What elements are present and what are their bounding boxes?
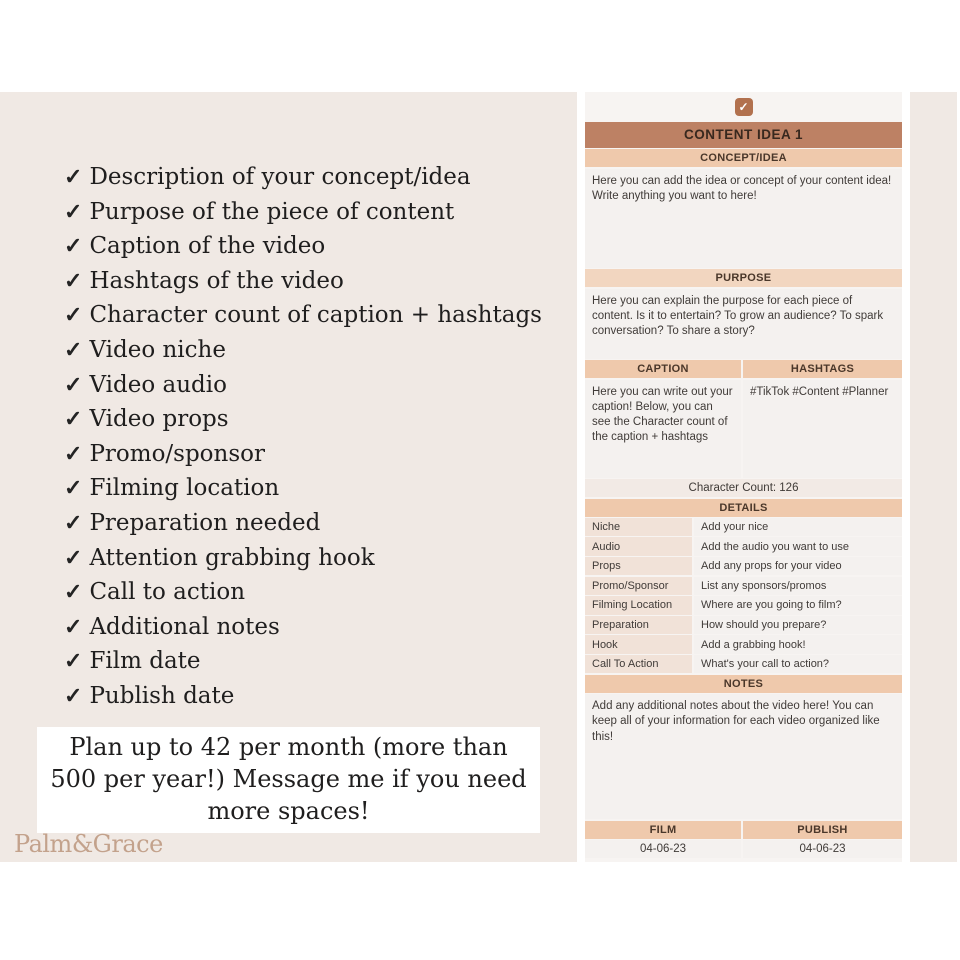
checklist-item — [64, 264, 564, 299]
checklist-item — [64, 644, 564, 679]
detail-value: How should you prepare? — [694, 616, 902, 634]
check-icon: ✓ — [64, 406, 83, 433]
checklist-item-label: Additional notes — [89, 613, 280, 640]
table-row — [585, 596, 902, 614]
details-rows — [585, 517, 902, 674]
caption-hashtags-headers — [585, 360, 902, 378]
table-row — [585, 635, 902, 653]
sheet-title-bar: CONTENT IDEA 1 — [585, 122, 902, 148]
check-icon: ✓ — [64, 198, 83, 225]
checklist-item — [64, 575, 564, 610]
concept-cell: Here you can add the idea or concept of your content idea! Write anything you want to here! — [585, 169, 902, 268]
publish-date-cell: 04-06-23 — [743, 840, 902, 858]
checklist-item-label: Video props — [89, 406, 229, 433]
details-header: DETAILS — [585, 499, 902, 517]
check-icon: ✓ — [64, 267, 83, 294]
check-icon: ✓ — [64, 509, 83, 536]
table-row — [585, 616, 902, 634]
check-icon: ✓ — [64, 682, 83, 709]
table-row — [585, 518, 902, 536]
notes-header: NOTES — [585, 675, 902, 693]
detail-value: List any sponsors/promos — [694, 577, 902, 595]
checklist-item-label: Purpose of the piece of content — [89, 198, 455, 225]
detail-value: Add any props for your video — [694, 557, 902, 575]
film-publish-headers — [585, 821, 902, 839]
checklist-item — [64, 437, 564, 472]
detail-label: Promo/Sponsor — [585, 577, 692, 595]
check-icon: ✓ — [64, 302, 83, 329]
concept-header: CONCEPT/IDEA — [585, 149, 902, 167]
table-row — [585, 655, 902, 673]
checklist-item — [64, 471, 564, 506]
checklist-item-label: Caption of the video — [89, 233, 326, 260]
detail-label: Props — [585, 557, 692, 575]
checklist-item — [64, 541, 564, 576]
checklist-item — [64, 298, 564, 333]
table-row — [585, 557, 902, 575]
detail-label: Call To Action — [585, 655, 692, 673]
purpose-header: PURPOSE — [585, 269, 902, 287]
film-date-cell: 04-06-23 — [585, 840, 741, 858]
checklist-item — [64, 610, 564, 645]
checklist-item-label: Preparation needed — [89, 509, 321, 536]
checklist-item-label: Hashtags of the video — [89, 267, 344, 294]
table-row — [585, 537, 902, 555]
promo-message-text: Plan up to 42 per month (more than 500 per year!) Message me if you need more spaces! — [50, 733, 527, 825]
detail-label: Preparation — [585, 616, 692, 634]
check-icon: ✓ — [64, 371, 83, 398]
checklist-item-label: Attention grabbing hook — [89, 544, 375, 571]
check-icon: ✓ — [64, 475, 83, 502]
checklist-item-label: Promo/sponsor — [89, 440, 265, 467]
checklist-item — [64, 368, 564, 403]
check-icon: ✓ — [64, 648, 83, 675]
film-header: FILM — [585, 821, 741, 839]
purpose-cell: Here you can explain the purpose for each piece of content. Is it to entertain? To grow an audience? To spark conversation? To share a story? — [585, 289, 902, 359]
character-count-cell: Character Count: 126 — [585, 479, 902, 497]
checklist-item-label: Publish date — [89, 682, 235, 709]
detail-label: Audio — [585, 537, 692, 555]
notes-cell: Add any additional notes about the video here! You can keep all of your information for each video organized like this! — [585, 694, 902, 819]
right-beige-strip — [910, 92, 957, 862]
checklist-item — [64, 333, 564, 368]
check-icon: ✓ — [64, 164, 83, 190]
hashtags-header: HASHTAGS — [743, 360, 902, 378]
feature-checklist — [64, 160, 564, 714]
checklist-item — [64, 195, 564, 230]
detail-value: Where are you going to film? — [694, 596, 902, 614]
brand-logo: Palm&Grace — [14, 830, 163, 858]
hashtags-cell: #TikTok #Content #Planner — [743, 380, 902, 478]
detail-value: Add a grabbing hook! — [694, 635, 902, 653]
content-planner-sheet — [585, 92, 902, 862]
checklist-item — [64, 229, 564, 264]
checklist-item-label: Description of your concept/idea — [89, 164, 471, 190]
check-icon: ✓ — [64, 233, 83, 260]
checklist-item-label: Film date — [89, 648, 201, 675]
detail-value: Add the audio you want to use — [694, 537, 902, 555]
checklist-item-label: Video niche — [89, 336, 226, 363]
publish-header: PUBLISH — [743, 821, 902, 839]
caption-hashtags-cells — [585, 380, 902, 478]
checklist-item-label: Video audio — [89, 371, 227, 398]
detail-value: Add your nice — [694, 518, 902, 536]
table-row — [585, 577, 902, 595]
checklist-item — [64, 160, 564, 195]
checklist-item-label: Character count of caption + hashtags — [89, 302, 542, 329]
detail-label: Hook — [585, 635, 692, 653]
check-icon: ✓ — [64, 544, 83, 571]
checkbox-row — [585, 92, 902, 116]
check-icon: ✓ — [64, 613, 83, 640]
checklist-item — [64, 506, 564, 541]
checklist-item-label: Call to action — [89, 579, 246, 606]
detail-label: Filming Location — [585, 596, 692, 614]
promo-message-box — [37, 727, 540, 833]
film-publish-dates — [585, 840, 902, 858]
caption-cell: Here you can write out your caption! Below, you can see the Character count of the caption + hashtags — [585, 380, 741, 478]
check-icon: ✓ — [64, 579, 83, 606]
detail-label: Niche — [585, 518, 692, 536]
checklist-item-label: Filming location — [89, 475, 280, 502]
detail-value: What's your call to action? — [694, 655, 902, 673]
check-icon: ✓ — [64, 440, 83, 467]
checklist-item — [64, 402, 564, 437]
checklist-item — [64, 679, 564, 714]
check-icon: ✓ — [64, 336, 83, 363]
caption-header: CAPTION — [585, 360, 741, 378]
checkbox-icon: ✓ — [735, 98, 753, 116]
